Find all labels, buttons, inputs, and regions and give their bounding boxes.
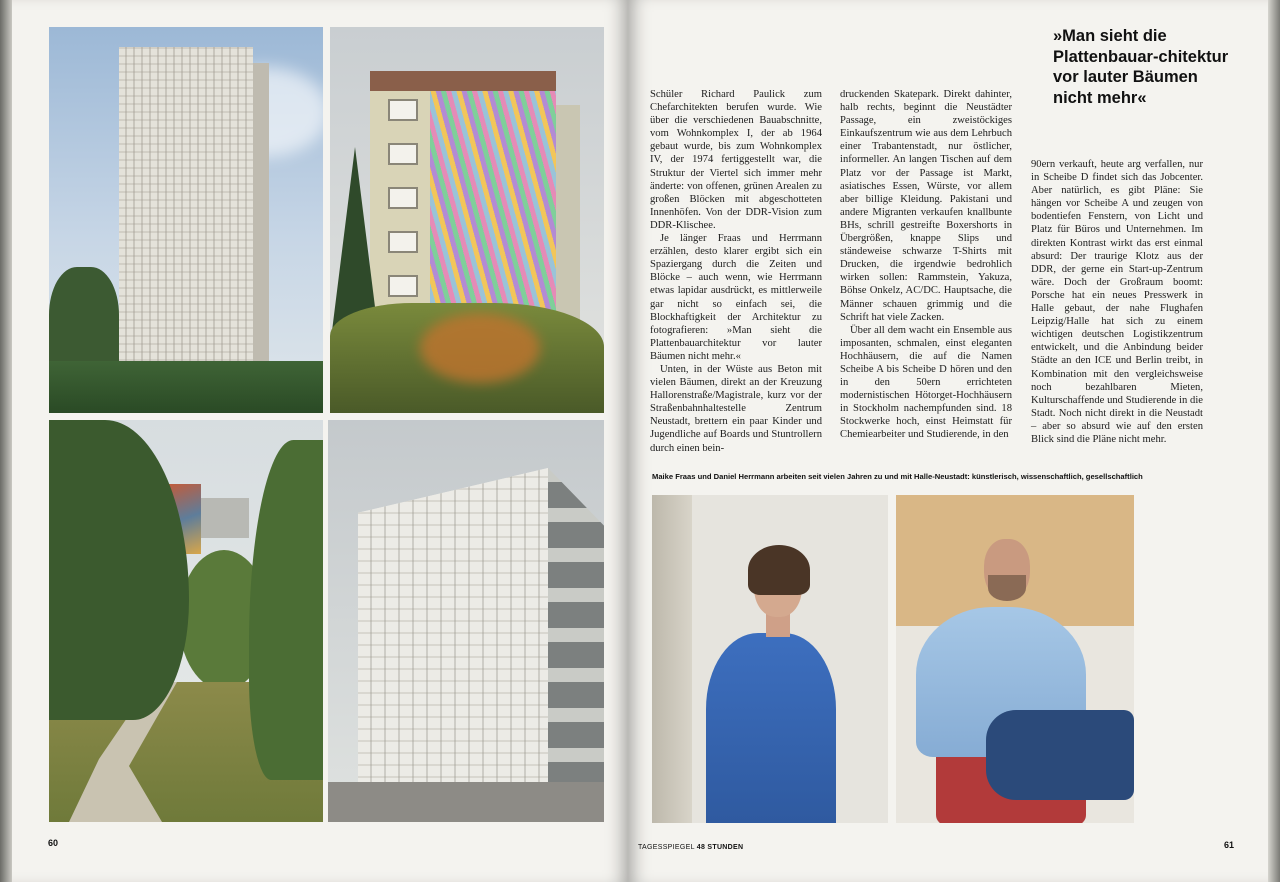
page-number-right: 61	[1224, 840, 1235, 850]
paragraph: Über all dem wacht ein Ensemble aus imposanten, schmalen, einst eleganten Hochhäusern, die auf die Namen Scheibe A bis Scheibe D hören und den in den 50ern errichteten modernistischen Hötorget-Hochhäusern in Stockholm nachempfunden sind. 18 Stockwerke hoch, einst Heimstatt für Chemiearbeiter und Studierende, in den	[840, 324, 1012, 441]
photo-white-relief-block	[328, 420, 604, 822]
photo-park-path	[49, 420, 323, 822]
paragraph: Schüler Richard Paulick zum Chefarchitekten berufen wurde. Wie über die verschiedenen Bauabschnitte, vom Wohnkomplex I, der ab 1964 gebaut wurde, bis zum Wohnkomplex IV, der 1974 fertiggestellt war, die Struktur der Viertel sich immer mehr änderte: von offenen, grünen Arealen zu großen Blöcken mit abgeschotteten Innenhöfen. Von der DDR-Vision zum DDR-Klischee.	[650, 89, 822, 231]
article-column-1	[650, 88, 822, 455]
left-page	[12, 0, 628, 882]
paragraph: 90ern verkauft, heute arg verfallen, nur in Scheibe D findet sich das Jobcenter. Aber natürlich, es gibt Pläne: Sie hängen vor Scheibe A und zeugen von bodentiefen Fenstern, von Licht und Platz für Büros und Unternehmen. Im direkten Kontrast wirkt das erst einmal absurd: Der traurige Klotz aus der DDR, der gerne ein Start-up-Zentrum wäre. Doch der Großraum boomt: Porsche hat ein neues Presswerk in Halle gebaut, der nahe Flughafen Leipzig/Halle hat sich zu einem wichtigen deutschen Logistikzentrum entwickelt, und die Anbindung beider Städte an den ICE und Berlin treibt, in Kombination mit den vergleichsweise noch bezahlbaren Mieten, Kulturschaffende und Studierende in die Stadt. Noch nicht direkt in die Neustadt – aber so absurd wie auf den ersten Blick sind die Pläne nicht mehr.	[1031, 159, 1203, 445]
photo-caption: Maike Fraas und Daniel Herrmann arbeiten seit vielen Jahren zu und mit Halle-Neustadt: künstlerisch, wissenschaftlich, gesellschaftlich	[652, 472, 1143, 481]
page-number-left: 60	[48, 838, 59, 848]
photo-high-rise-panel-building	[49, 27, 323, 413]
paragraph: Unten, in der Wüste aus Beton mit vielen Bäumen, direkt an der Kreuzung Hallorenstraße/Magistrale, kurz vor der Straßenbahnhaltestelle Zentrum Neustadt, brettern ein paar Kinder und Jugendliche auf Boards und Stuntrollern durch einen bein-	[650, 363, 822, 454]
right-page	[628, 0, 1268, 882]
footer-issue: 48 STUNDEN	[696, 844, 744, 851]
portrait-daniel-herrmann	[896, 495, 1134, 823]
pull-quote: »Man sieht die Plattenbauar-chitektur vor lauter Bäumen nicht mehr«	[1053, 27, 1229, 107]
portrait-maike-fraas	[652, 495, 888, 823]
photo-colorful-mural-facade	[330, 27, 604, 413]
article-column-3	[1031, 158, 1203, 446]
footer-brand-name: TAGESSPIEGEL	[638, 844, 695, 851]
paragraph: druckenden Skatepark. Direkt dahinter, halb rechts, beginnt die Neustädter Passage, ein zweistöckiges Einkaufszentrum wie aus dem Lehrbuch einer Trabantenstadt, nur östlicher, informeller. An langen Tischen auf dem Platz vor der Passage ist Markt, asiatisches Essen, Würste, vor allem aber billige Kleidung. Pakistani und andere Migranten verkaufen knallbunte BHs, schrill gestreifte Boxershorts in Übergrößen, knappe Slips und ständeweise schwarze T-Shirts mit Drucken, die irgendwie bedrohlich wirken sollen: Rammstein, Yakuza, Böhse Onkelz, AC/DC. Hauptsache, die Männer schauen grimmig und die Schrift hat viele Zacken.	[840, 89, 1012, 323]
article-column-2	[840, 88, 1012, 442]
left-page-edge	[0, 0, 12, 882]
footer-brand	[638, 844, 743, 851]
right-page-edge	[1268, 0, 1280, 882]
paragraph: Je länger Fraas und Herrmann erzählen, desto klarer ergibt sich ein Spaziergang durch die Zeiten und Blöcke – auch wenn, wie Herrmann etwas lapidar ausdrückt, es mittlerweile gar nicht so einfach sei, die Blockhaftigkeit der Architektur zu fotografieren: »Man sieht die Plattenbauarchitektur vor lauter Bäumen nicht mehr.«	[650, 233, 822, 362]
